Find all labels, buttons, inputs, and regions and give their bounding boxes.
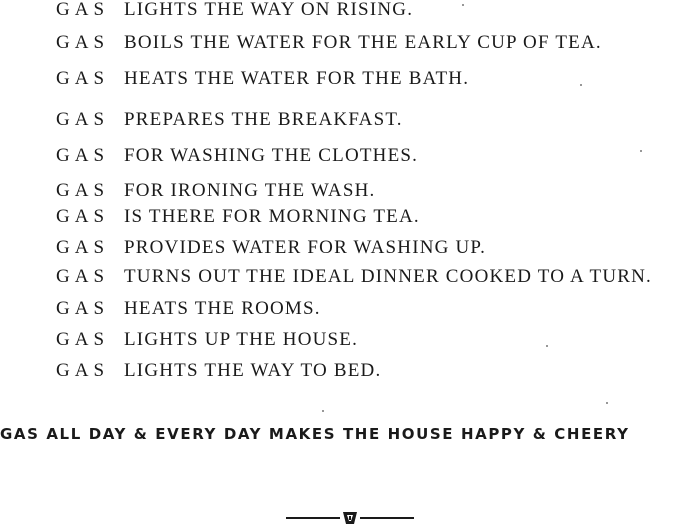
- gas-label: GAS: [56, 329, 110, 350]
- print-speck: [462, 4, 464, 6]
- gas-label: GAS: [56, 68, 110, 89]
- list-item: [56, 298, 321, 320]
- gas-label: GAS: [56, 266, 110, 287]
- list-item-text: LIGHTS UP THE HOUSE.: [124, 329, 359, 350]
- list-item: [56, 0, 413, 21]
- gas-label: GAS: [56, 32, 110, 53]
- list-item: [56, 237, 486, 259]
- list-item-text: PREPARES THE BREAKFAST.: [124, 109, 403, 130]
- list-item: [56, 180, 375, 202]
- gas-label: GAS: [56, 237, 110, 258]
- list-item-text: LIGHTS THE WAY TO BED.: [124, 360, 382, 381]
- gas-label: GAS: [56, 180, 110, 201]
- list-item-text: HEATS THE ROOMS.: [124, 298, 321, 319]
- list-item: [56, 68, 469, 90]
- list-item-text: TURNS OUT THE IDEAL DINNER COOKED TO A TURN.: [124, 266, 652, 287]
- list-item: [56, 206, 420, 228]
- gas-label: GAS: [56, 0, 110, 20]
- print-speck: [640, 150, 642, 152]
- ornament-rule-left: [286, 517, 340, 519]
- list-item: [56, 145, 418, 167]
- ornament-rule-right: [360, 517, 414, 519]
- gas-label: GAS: [56, 109, 110, 130]
- list-item: [56, 266, 652, 288]
- printers-ornament-icon: [286, 508, 414, 528]
- print-speck: [546, 345, 548, 347]
- gas-label: GAS: [56, 298, 110, 319]
- list-item: [56, 109, 403, 131]
- list-item-text: HEATS THE WATER FOR THE BATH.: [124, 68, 470, 89]
- list-item-text: FOR IRONING THE WASH.: [124, 180, 376, 201]
- list-item: [56, 32, 602, 54]
- list-item-text: PROVIDES WATER FOR WASHING UP.: [124, 237, 487, 258]
- ornament-mark-icon: [342, 510, 358, 526]
- list-item-text: IS THERE FOR MORNING TEA.: [124, 206, 420, 227]
- print-speck: [606, 402, 608, 404]
- gas-label: GAS: [56, 206, 110, 227]
- gas-label: GAS: [56, 360, 110, 381]
- list-item-text: LIGHTS THE WAY ON RISING.: [124, 0, 414, 20]
- slogan: GAS ALL DAY & EVERY DAY MAKES THE HOUSE HAPPY & CHEERY: [0, 425, 630, 443]
- list-item: [56, 360, 381, 382]
- print-speck: [322, 410, 324, 412]
- print-speck: [580, 84, 582, 86]
- list-item-text: BOILS THE WATER FOR THE EARLY CUP OF TEA.: [124, 32, 602, 53]
- list-item: [56, 329, 358, 351]
- list-item-text: FOR WASHING THE CLOTHES.: [124, 145, 419, 166]
- gas-label: GAS: [56, 145, 110, 166]
